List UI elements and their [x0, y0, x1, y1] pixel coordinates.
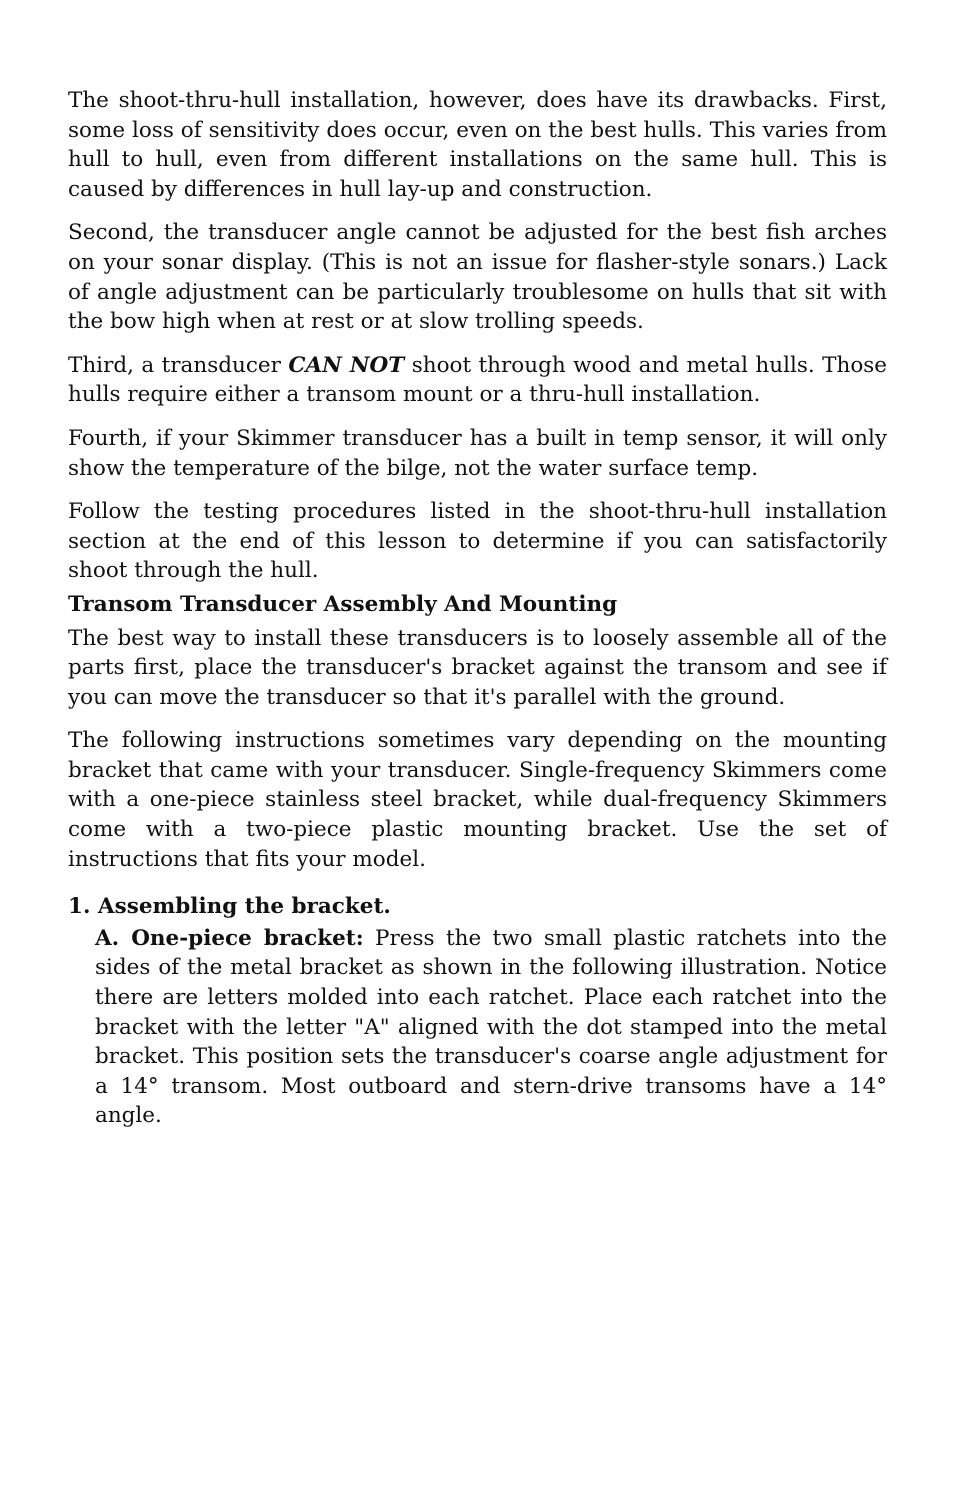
paragraph-metal-hulls-end: shoot through wood and metal hulls. Those hulls require either a transom mount or a thru-hull installation. — [68, 352, 888, 408]
paragraph-best-way: The best way to install these transducers is to loosely assemble all of the parts first, place the transducer's bracket against the transom and see if you can move the transducer so that it's parallel with the ground. — [68, 625, 887, 710]
paragraph-testing-procedures: Follow the testing procedures listed in the shoot-thru-hull installation section at the end of this lesson to determine if you can satisfactorily shoot through the hull. — [68, 499, 887, 584]
section-heading: Transom Transducer Assembly And Mounting — [68, 591, 618, 617]
step-1-heading: 1. Assembling the bracket. — [68, 894, 391, 920]
emphasis-can-not: CAN NOT — [288, 352, 405, 378]
paragraph-temp-sensor: Fourth, if your Skimmer transducer has a built in temp sensor, it will only show the temperature of the bilge, not the water surface temp. — [68, 425, 887, 481]
paragraph-instructions-vary: The following instructions sometimes vary depending on the mounting bracket that came with your transducer. Single-frequency Skimmers come with a one-piece stainless steel bracket, while dual-frequency Skimmers come with a two-piece plastic mounting bracket. Use the set of instructions that fits your model. — [68, 728, 887, 872]
document-page — [68, 86, 887, 1131]
paragraph-transducer-angle: Second, the transducer angle cannot be adjusted for the best fish arches on your sonar display. (This is not an issue for flasher-style sonars.) Lack of angle adjustment can be particularly troublesome on hulls that sit with the bow high when at rest or at slow trolling speeds. — [68, 220, 887, 335]
step-1a-text: Press the two small plastic ratchets into the sides of the metal bracket as shown in the following illustration. Notice there are letters molded into each ratchet. Place each ratchet into the bracket with the letter "A" aligned with the dot stamped into the metal bracket. This position sets the transducer's coarse angle adjustment for a 14° transom. Most outboard and stern-drive transoms have a 14° angle. — [95, 925, 888, 1129]
step-1a-body — [95, 924, 887, 1131]
paragraph-drawbacks: The shoot-thru-hull installation, however, does have its drawbacks. First, some loss of sensitivity does occur, even on the best hulls. This varies from hull to hull, even from different installations on the same hull. This is caused by differences in hull lay-up and construction. — [68, 88, 887, 202]
paragraph-metal-hulls-start: Third, a transducer — [68, 352, 289, 378]
paragraph-metal-hulls — [68, 351, 887, 410]
step-1a-label: A. One-piece bracket: — [95, 925, 364, 951]
